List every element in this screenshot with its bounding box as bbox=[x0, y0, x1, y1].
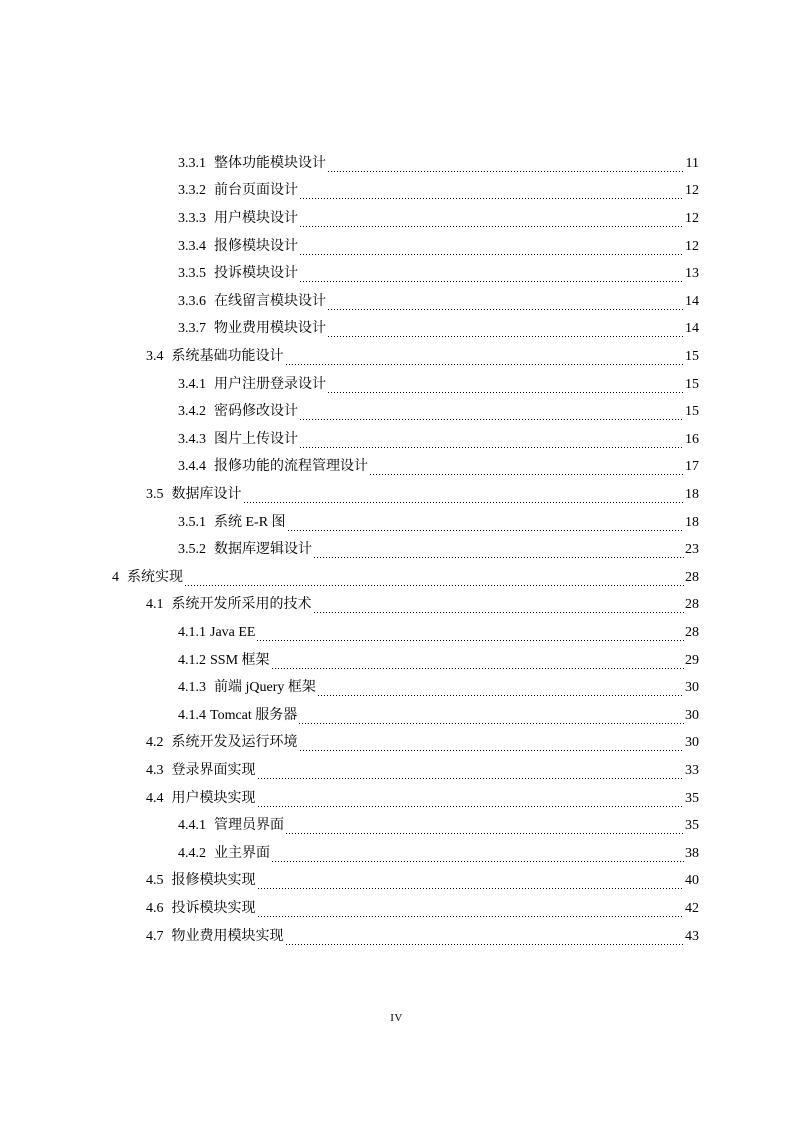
toc-entry[interactable] bbox=[178, 840, 699, 868]
toc-entry[interactable] bbox=[178, 260, 699, 288]
toc-entry-page: 33 bbox=[685, 762, 699, 778]
toc-entry-number: 4.3 bbox=[146, 762, 164, 778]
toc-dot-leader bbox=[299, 242, 684, 256]
toc-entry[interactable] bbox=[178, 619, 699, 647]
toc-dot-leader bbox=[299, 738, 685, 752]
toc-entry-page: 15 bbox=[685, 348, 699, 364]
toc-entry-number: 3.5.2 bbox=[178, 542, 206, 558]
toc-dot-leader bbox=[256, 628, 684, 642]
toc-entry-page: 38 bbox=[685, 845, 699, 861]
toc-entry-number: 3.3.6 bbox=[178, 293, 206, 309]
toc-entry-title: Tomcat 服务器 bbox=[210, 707, 298, 723]
toc-entry[interactable] bbox=[178, 426, 699, 454]
toc-entry-title: 用户注册登录设计 bbox=[214, 376, 326, 392]
toc-entry[interactable] bbox=[146, 923, 699, 951]
toc-entry-title: 业主界面 bbox=[214, 845, 270, 861]
toc-entry-title: 前台页面设计 bbox=[214, 183, 298, 199]
toc-dot-leader bbox=[285, 821, 684, 835]
toc-entry-page: 18 bbox=[685, 486, 699, 502]
toc-entry[interactable] bbox=[146, 481, 699, 509]
toc-dot-leader bbox=[313, 545, 684, 559]
toc-entry-title: 图片上传设计 bbox=[214, 431, 298, 447]
toc-dot-leader bbox=[299, 269, 684, 283]
toc-dot-leader bbox=[327, 324, 684, 338]
toc-entry-title: 用户模块实现 bbox=[171, 790, 256, 806]
toc-entry[interactable] bbox=[146, 757, 699, 785]
toc-entry-number: 3.3.4 bbox=[178, 238, 206, 254]
toc-entry-number: 4.1.3 bbox=[178, 680, 206, 696]
toc-dot-leader bbox=[299, 407, 684, 421]
toc-entry[interactable] bbox=[146, 730, 699, 758]
toc-dot-leader bbox=[287, 518, 684, 532]
toc-entry-page: 12 bbox=[685, 210, 699, 226]
toc-entry[interactable] bbox=[178, 233, 699, 261]
toc-entry-title: 系统开发及运行环境 bbox=[171, 735, 298, 751]
toc-entry-title: 整体功能模块设计 bbox=[214, 155, 326, 171]
toc-entry-page: 40 bbox=[685, 873, 699, 889]
toc-dot-leader bbox=[243, 490, 685, 504]
toc-entry-page: 15 bbox=[685, 404, 699, 420]
toc-entry-page: 43 bbox=[685, 928, 699, 944]
toc-dot-leader bbox=[369, 462, 684, 476]
toc-entry-page: 30 bbox=[685, 707, 699, 723]
toc-entry-number: 3.4.3 bbox=[178, 431, 206, 447]
toc-dot-leader bbox=[285, 932, 685, 946]
toc-entry[interactable] bbox=[178, 316, 699, 344]
toc-entry-page: 35 bbox=[685, 790, 699, 806]
toc-dot-leader bbox=[317, 683, 684, 697]
toc-entry[interactable] bbox=[178, 454, 699, 482]
toc-entry-page: 15 bbox=[685, 376, 699, 392]
toc-entry-number: 3.5.1 bbox=[178, 514, 206, 530]
toc-dot-leader bbox=[313, 600, 685, 614]
toc-entry[interactable] bbox=[178, 288, 699, 316]
toc-entry-number: 4.4.1 bbox=[178, 818, 206, 834]
toc-entry-number: 3.4.4 bbox=[178, 459, 206, 475]
toc-entry-number: 3.3.3 bbox=[178, 210, 206, 226]
toc-entry-number: 3.4.1 bbox=[178, 376, 206, 392]
toc-dot-leader bbox=[299, 214, 684, 228]
toc-dot-leader bbox=[257, 876, 685, 890]
toc-dot-leader bbox=[327, 380, 684, 394]
toc-entry-number: 3.3.1 bbox=[178, 155, 206, 171]
toc-entry-title: 投诉模块设计 bbox=[214, 266, 298, 282]
toc-entry-number: 4.1 bbox=[146, 597, 164, 613]
toc-entry[interactable] bbox=[146, 785, 699, 813]
toc-entry-page: 28 bbox=[685, 597, 699, 613]
toc-entry[interactable] bbox=[178, 674, 699, 702]
toc-entry-title: 系统基础功能设计 bbox=[171, 348, 284, 364]
toc-entry[interactable] bbox=[112, 564, 699, 592]
toc-entry-page: 11 bbox=[685, 155, 699, 171]
toc-entry-title: 系统 E-R 图 bbox=[214, 514, 286, 530]
toc-entry-number: 4.1.2 bbox=[178, 652, 206, 668]
toc-entry-page: 28 bbox=[685, 569, 699, 585]
toc-dot-leader bbox=[299, 186, 684, 200]
toc-dot-leader bbox=[257, 794, 685, 808]
toc-entry-number: 4.1.4 bbox=[178, 707, 206, 723]
toc-entry-title: 管理员界面 bbox=[214, 818, 284, 834]
toc-entry-page: 12 bbox=[685, 238, 699, 254]
toc-dot-leader bbox=[257, 766, 685, 780]
toc-entry[interactable] bbox=[178, 398, 699, 426]
toc-entry-title: 系统实现 bbox=[127, 569, 183, 585]
toc-entry-title: 前端 jQuery 框架 bbox=[214, 680, 316, 696]
toc-entry-number: 4.2 bbox=[146, 735, 164, 751]
toc-entry-page: 16 bbox=[685, 431, 699, 447]
toc-entry-page: 28 bbox=[685, 624, 699, 640]
toc-entry-number: 4.4.2 bbox=[178, 845, 206, 861]
toc-entry[interactable] bbox=[178, 150, 699, 178]
toc-dot-leader bbox=[184, 573, 684, 587]
toc-entry[interactable] bbox=[146, 868, 699, 896]
toc-entry-title: Java EE bbox=[210, 624, 256, 640]
toc-entry-page: 35 bbox=[685, 818, 699, 834]
toc-dot-leader bbox=[271, 656, 684, 670]
toc-entry-page: 23 bbox=[685, 542, 699, 558]
toc-entry-page: 14 bbox=[685, 293, 699, 309]
toc-entry-title: 登录界面实现 bbox=[171, 762, 256, 778]
toc-entry-number: 3.3.2 bbox=[178, 183, 206, 199]
toc-entry[interactable] bbox=[178, 812, 699, 840]
toc-entry[interactable] bbox=[146, 895, 699, 923]
toc-entry-title: 报修模块设计 bbox=[214, 238, 298, 254]
toc-entry-title: 数据库逻辑设计 bbox=[214, 542, 312, 558]
toc-entry-number: 3.4 bbox=[146, 348, 164, 364]
page-number: IV bbox=[390, 1012, 403, 1024]
toc-entry-number: 4 bbox=[112, 569, 119, 585]
toc-entry-page: 29 bbox=[685, 652, 699, 668]
toc-entry-title: 数据库设计 bbox=[171, 486, 242, 502]
toc-entry-number: 4.7 bbox=[146, 928, 164, 944]
toc-entry-page: 30 bbox=[685, 680, 699, 696]
toc-entry-page: 17 bbox=[685, 459, 699, 475]
toc-entry-number: 3.3.5 bbox=[178, 266, 206, 282]
toc-entry-title: 物业费用模块实现 bbox=[171, 928, 284, 944]
toc-entry-title: SSM 框架 bbox=[210, 652, 270, 668]
toc-dot-leader bbox=[327, 297, 684, 311]
toc-entry-title: 物业费用模块设计 bbox=[214, 321, 326, 337]
toc-entry-page: 18 bbox=[685, 514, 699, 530]
toc-dot-leader bbox=[271, 849, 684, 863]
toc-entry[interactable] bbox=[178, 371, 699, 399]
toc-entry-number: 4.4 bbox=[146, 790, 164, 806]
toc-dot-leader bbox=[327, 159, 685, 173]
toc-dot-leader bbox=[298, 711, 684, 725]
toc-entry-page: 13 bbox=[685, 266, 699, 282]
toc-entry[interactable] bbox=[178, 536, 699, 564]
toc-entry[interactable] bbox=[178, 178, 699, 206]
toc-entry-page: 30 bbox=[685, 735, 699, 751]
toc-entry[interactable] bbox=[146, 592, 699, 620]
toc-entry[interactable] bbox=[146, 343, 699, 371]
toc-entry[interactable] bbox=[178, 702, 699, 730]
toc-entry-page: 42 bbox=[685, 900, 699, 916]
toc-entry-title: 系统开发所采用的技术 bbox=[171, 597, 312, 613]
toc-entry-title: 密码修改设计 bbox=[214, 404, 298, 420]
toc-entry-number: 3.4.2 bbox=[178, 404, 206, 420]
toc-entry-title: 报修功能的流程管理设计 bbox=[214, 459, 368, 475]
toc-entry[interactable] bbox=[178, 647, 699, 675]
toc-entry-number: 4.5 bbox=[146, 873, 164, 889]
toc-entry-title: 报修模块实现 bbox=[171, 873, 256, 889]
toc-entry[interactable] bbox=[178, 205, 699, 233]
toc-entry-number: 3.5 bbox=[146, 486, 164, 502]
toc-entry-page: 14 bbox=[685, 321, 699, 337]
toc-entry-title: 用户模块设计 bbox=[214, 210, 298, 226]
toc-entry-number: 4.6 bbox=[146, 900, 164, 916]
toc-entry-title: 在线留言模块设计 bbox=[214, 293, 326, 309]
toc-entry-title: 投诉模块实现 bbox=[171, 900, 256, 916]
toc-entry-number: 4.1.1 bbox=[178, 624, 206, 640]
toc-dot-leader bbox=[285, 352, 685, 366]
toc-entry-page: 12 bbox=[685, 183, 699, 199]
toc-dot-leader bbox=[257, 904, 685, 918]
toc-dot-leader bbox=[299, 435, 684, 449]
toc-entry-number: 3.3.7 bbox=[178, 321, 206, 337]
toc-entry[interactable] bbox=[178, 509, 699, 537]
